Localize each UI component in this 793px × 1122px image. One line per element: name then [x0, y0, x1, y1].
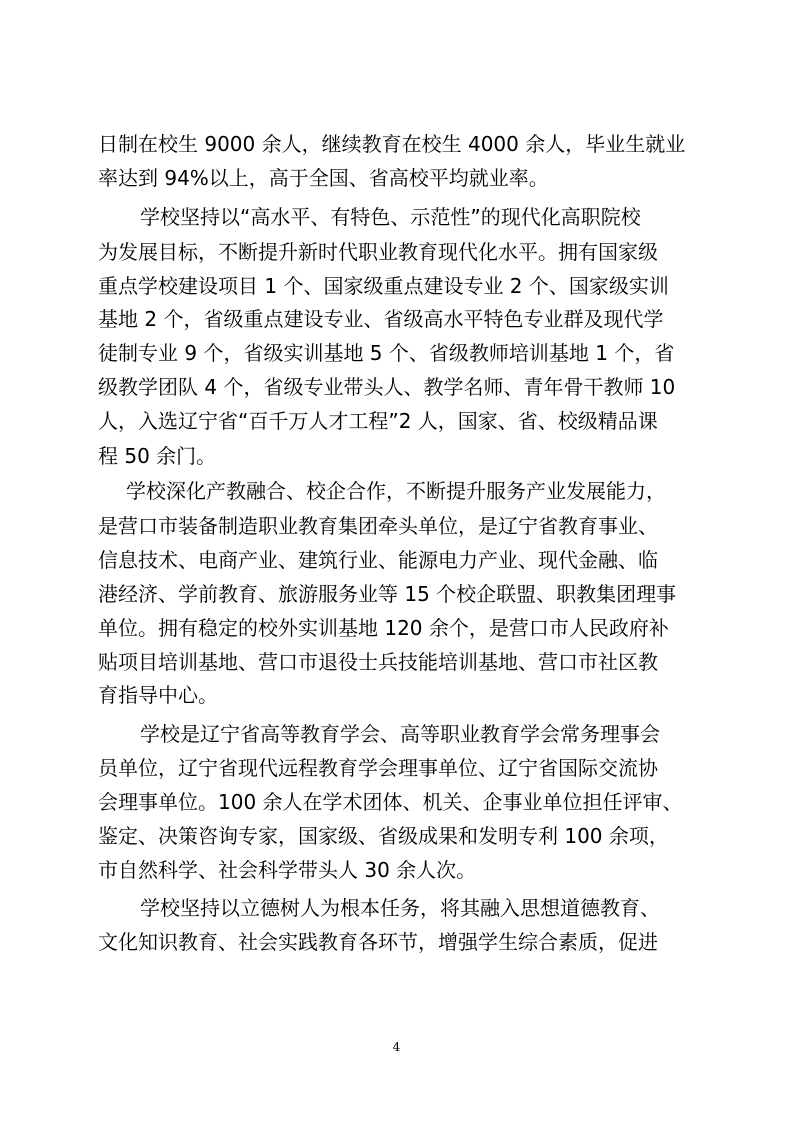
text-line: 率达到 94%以上，高于全国、省高校平均就业率。 — [98, 166, 549, 190]
text-line: 信息技术、电商产业、建筑行业、能源电力产业、现代金融、临 — [98, 548, 658, 572]
text-line: 文化知识教育、社会实践教育各环节，增强学生综合素质，促进 — [98, 930, 658, 954]
text-line: 员单位，辽宁省现代远程教育学会理事单位、辽宁省国际交流协 — [98, 756, 658, 780]
page-number: 4 — [392, 1040, 401, 1054]
paragraph-first-line: 学校深化产教融合、校企合作，不断提升服务产业发展能力， — [126, 479, 666, 503]
text-line: 重点学校建设项目 1 个、国家级重点建设专业 2 个、国家级实训 — [98, 274, 669, 298]
text-line: 港经济、学前教育、旅游服务业等 15 个校企联盟、职教集团理事 — [98, 582, 677, 606]
text-line: 单位。拥有稳定的校外实训基地 120 余个，是营口市人民政府补 — [98, 616, 669, 640]
paragraph-first-line: 学校是辽宁省高等教育学会、高等职业教育学会常务理事会 — [140, 722, 660, 746]
text-line: 会理事单位。100 余人在学术团体、机关、企事业单位担任评审、 — [98, 790, 683, 814]
text-line: 鉴定、决策咨询专家，国家级、省级成果和发明专利 100 余项， — [98, 824, 669, 848]
text-line: 是营口市装备制造职业教育集团牵头单位，是辽宁省教育事业、 — [98, 514, 658, 538]
text-line: 育指导中心。 — [98, 683, 218, 707]
text-line: 贴项目培训基地、营口市退役士兵技能培训基地、营口市社区教 — [98, 650, 658, 674]
text-line: 市自然科学、社会科学带头人 30 余人次。 — [98, 858, 477, 882]
text-line: 徒制专业 9 个，省级实训基地 5 个、省级教师培训基地 1 个，省 — [98, 341, 675, 365]
text-line: 为发展目标，不断提升新时代职业教育现代化水平。拥有国家级 — [98, 240, 658, 264]
paragraph-first-line: 学校坚持以“高水平、有特色、示范性”的现代化高职院校 — [140, 205, 641, 229]
text-line: 日制在校生 9000 余人，继续教育在校生 4000 余人，毕业生就业 — [98, 132, 686, 156]
text-line: 基地 2 个，省级重点建设专业、省级高水平特色专业群及现代学 — [98, 307, 664, 331]
text-line: 人，入选辽宁省“百千万人才工程”2 人，国家、省、校级精品课 — [98, 409, 658, 433]
text-line: 级教学团队 4 个，省级专业带头人、教学名师、青年骨干教师 10 — [98, 375, 676, 399]
text-line: 程 50 余门。 — [98, 444, 217, 468]
paragraph-first-line: 学校坚持以立德树人为根本任务，将其融入思想道德教育、 — [140, 896, 660, 920]
